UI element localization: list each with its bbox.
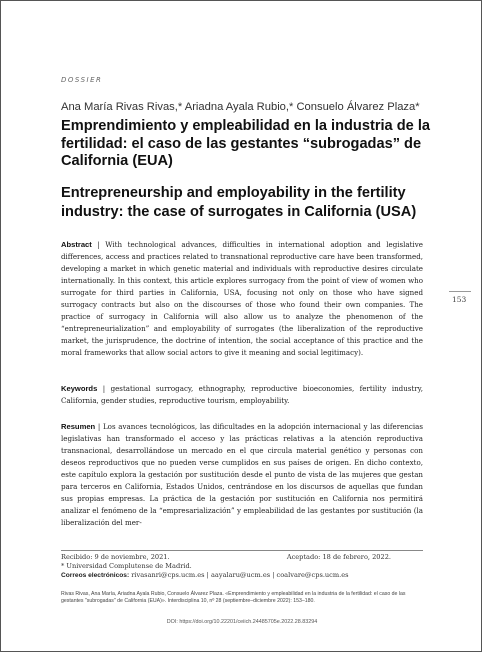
article-title-english: Entrepreneurship and employability in the fertility industry: the case of surrogates in California (USA) bbox=[61, 185, 417, 220]
article-title-spanish: Emprendimiento y empleabilidad en la industria de la fertilidad: el caso de las gestantes “subrogadas” de California (EUA) bbox=[61, 118, 430, 169]
abstract-separator: | bbox=[91, 240, 106, 249]
keywords-label: Keywords bbox=[61, 384, 98, 393]
page-number: 153 bbox=[452, 295, 467, 304]
resumen-text: Los avances tecnológicos, las dificultades en la adopción internacional y las diferencias legislativas han transformado el acceso y las prácticas relativas a la atención reproductiva transnacional, desarrollándose un mercado en el que circula material genético y personas con deseos reproductivos que no pueden verse cumplidos en sus países de origen. En dicho contexto, este capítulo explora la gestación por sustitución desde el punto de vista de las mujeres que gestan para terceros en California, Estados Unidos, centrándose en los discursos de aquellas que fundan sus propias empresas. La práctica de la gestación por sustitución en California nos permitirá analizar el fenómeno de la “empresarialización” y empleabilidad de las gestantes por sustitución (la liberalización del mer- bbox=[61, 422, 423, 528]
received-date: Recibido: 9 de noviembre, 2021. bbox=[61, 553, 170, 561]
resumen-label: Resumen bbox=[61, 422, 96, 431]
resumen-paragraph bbox=[61, 421, 423, 529]
keywords-separator: | bbox=[97, 384, 111, 393]
section-label: DOSSIER bbox=[61, 76, 103, 84]
abstract-text: With technological advances, difficulties in international adoption and legislative differences, access and practices related to transnational reproductive care have been transformed, developing a market in which genetic material and individuals with reproductive desires circulate internationally. In this context, this article explores surrogacy from the point of view of women who surrogate for third parties in California, USA, focusing not only on those who have signed surrogacy contracts but also on the discourses of those who found their own companies. The practice of surrogacy in California will also allow us to analyze the phenomenon of the “entrepreneurialization” and employability of surrogates (the liberalization of the reproductive market, the jurisprudence, the doctrine of intention, the social acceptance of this practice and the moral frameworks that allow social actors to give it meaning and social legitimacy). bbox=[61, 240, 423, 358]
accepted-date: Aceptado: 18 de febrero, 2022. bbox=[286, 553, 391, 561]
keywords-paragraph bbox=[61, 383, 423, 407]
resumen-separator: | bbox=[95, 422, 103, 431]
doi-link[interactable]: DOI: https://doi.org/10.22201/ceiich.24485705e.2022.28.83294 bbox=[166, 619, 318, 625]
author-list: Ana María Rivas Rivas,* Ariadna Ayala Rubio,* Consuelo Álvarez Plaza* bbox=[61, 101, 420, 113]
keywords-text: gestational surrogacy, ethnography, reproductive bioeconomies, fertility industry, California, gender studies, reproductive tourism, employability. bbox=[61, 384, 423, 406]
citation: Rivas Rivas, Ana María, Ariadna Ayala Rubio, Consuelo Álvarez Plaza. «Emprendimiento y empleabilidad en la industria de la fertilidad: el caso de las gestantes "subrogadas" de California (EUA)». Interdisciplina 10, nº 28 (septiembre–diciembre 2022): 153–180. bbox=[61, 591, 406, 604]
emails-list: rivasanri@cps.ucm.es | aayalaru@ucm.es | coalvare@cps.ucm.es bbox=[131, 571, 349, 579]
footnotes bbox=[61, 550, 423, 580]
affiliation-note: * Universidad Complutense de Madrid. bbox=[61, 562, 192, 570]
abstract-label: Abstract bbox=[61, 240, 92, 249]
emails-row bbox=[61, 571, 423, 580]
dates-row bbox=[61, 553, 423, 562]
emails-label: Correos electrónicos: bbox=[61, 572, 130, 579]
abstract-paragraph bbox=[61, 239, 423, 359]
